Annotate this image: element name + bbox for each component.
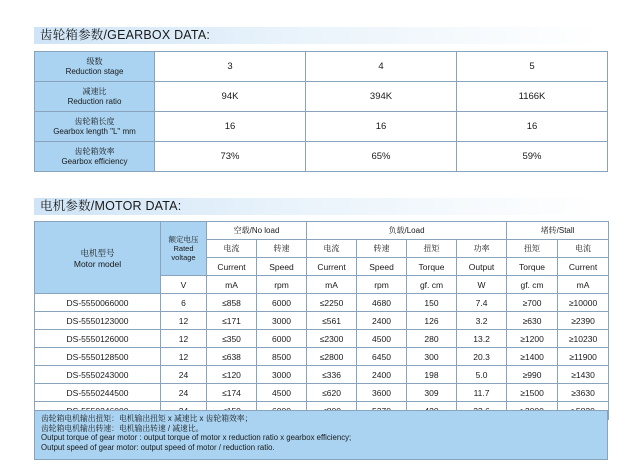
table-cell: 3000 xyxy=(257,312,307,330)
table-cell: 3000 xyxy=(257,366,307,384)
table-cell: 126 xyxy=(407,312,457,330)
table-cell: 4 xyxy=(306,52,457,82)
table-cell: ≤171 xyxy=(207,312,257,330)
table-cell: ≤336 xyxy=(307,366,357,384)
sub-header-cn: 转速 xyxy=(257,240,307,258)
sub-header-cn: 电流 xyxy=(307,240,357,258)
table-header-row xyxy=(35,222,609,240)
sub-header-en: Torque xyxy=(507,258,558,276)
note-line: Output torque of gear motor : output torque of motor x reduction ratio x gearbox efficiency; xyxy=(41,433,352,443)
table-cell: ≤2250 xyxy=(307,294,357,312)
table-cell: 24 xyxy=(161,384,207,402)
table-cell: 3 xyxy=(155,52,306,82)
sub-header-cn: 扭矩 xyxy=(507,240,558,258)
table-cell: ≤2300 xyxy=(307,330,357,348)
motor-model-cell: DS-5550128500 xyxy=(35,348,161,366)
table-cell: 59% xyxy=(457,142,608,172)
note-line: 齿轮箱电机输出转速：电机输出转速 / 减速比。 xyxy=(41,423,204,433)
table-cell: ≤2800 xyxy=(307,348,357,366)
sub-header-cn: 转速 xyxy=(357,240,407,258)
sub-header-en: Speed xyxy=(257,258,307,276)
table-row xyxy=(35,52,608,82)
voltage-header-en1: Rated xyxy=(173,244,194,253)
table-row xyxy=(35,82,608,112)
unit-cell: rpm xyxy=(257,276,307,294)
table-cell: 6 xyxy=(161,294,207,312)
sub-header-cn: 功率 xyxy=(457,240,507,258)
row-label xyxy=(35,82,155,112)
table-cell: 6000 xyxy=(257,330,307,348)
gearbox-section-title: 齿轮箱参数/GEARBOX DATA: xyxy=(34,27,600,44)
motor-table xyxy=(34,221,609,420)
table-cell: 300 xyxy=(407,348,457,366)
table-row xyxy=(35,112,608,142)
table-row xyxy=(35,312,609,330)
table-cell: 1166K xyxy=(457,82,608,112)
label-cn: 齿轮箱长度 xyxy=(74,116,115,126)
model-header-cn: 电机型号 xyxy=(80,247,115,258)
table-cell: 394K xyxy=(306,82,457,112)
sub-header-cn: 电流 xyxy=(207,240,257,258)
table-cell: 4680 xyxy=(357,294,407,312)
unit-cell: W xyxy=(457,276,507,294)
table-cell: ≤561 xyxy=(307,312,357,330)
table-cell: ≥630 xyxy=(507,312,558,330)
table-cell: 4500 xyxy=(357,330,407,348)
label-en: Reduction ratio xyxy=(67,96,122,106)
unit-cell: rpm xyxy=(357,276,407,294)
unit-cell: gf. cm xyxy=(507,276,558,294)
sub-header-cn: 扭矩 xyxy=(407,240,457,258)
motor-section-title: 电机参数/MOTOR DATA: xyxy=(34,198,600,215)
unit-cell: gf. cm xyxy=(407,276,457,294)
motor-model-cell: DS-5550243000 xyxy=(35,366,161,384)
motor-model-cell: DS-5550126000 xyxy=(35,330,161,348)
table-cell: 65% xyxy=(306,142,457,172)
row-label xyxy=(35,142,155,172)
unit-cell: mA xyxy=(307,276,357,294)
row-label xyxy=(35,112,155,142)
table-cell: ≤638 xyxy=(207,348,257,366)
motor-model-cell: DS-5550066000 xyxy=(35,294,161,312)
table-cell: 3.2 xyxy=(457,312,507,330)
sub-header-en: Current xyxy=(558,258,609,276)
notes-box xyxy=(34,410,608,460)
note-line: 齿轮箱电机输出扭矩：电机输出扭矩 x 减速比 x 齿轮箱效率； xyxy=(41,414,253,423)
table-cell: 13.2 xyxy=(457,330,507,348)
table-cell: 11.7 xyxy=(457,384,507,402)
sub-header-en: Current xyxy=(207,258,257,276)
table-cell: 16 xyxy=(155,112,306,142)
table-cell: 2400 xyxy=(357,366,407,384)
table-cell: 3600 xyxy=(357,384,407,402)
voltage-header-en2: voltage xyxy=(171,253,196,262)
table-cell: ≥10230 xyxy=(558,330,609,348)
sub-header-en: Output xyxy=(457,258,507,276)
table-cell: 150 xyxy=(407,294,457,312)
label-en: Gearbox efficiency xyxy=(61,156,128,166)
table-cell: ≥990 xyxy=(507,366,558,384)
label-cn: 齿轮箱效率 xyxy=(74,146,115,156)
table-cell: 6450 xyxy=(357,348,407,366)
note-line: Output speed of gear motor: output speed of motor / reduction ratio. xyxy=(41,442,275,452)
table-cell: ≥3630 xyxy=(558,384,609,402)
label-cn: 减速比 xyxy=(82,86,107,96)
gearbox-table xyxy=(34,51,608,172)
motor-model-cell: DS-5550123000 xyxy=(35,312,161,330)
table-cell: 280 xyxy=(407,330,457,348)
table-cell: 2400 xyxy=(357,312,407,330)
stall-header: 堵转/Stall xyxy=(507,222,609,240)
table-cell: ≤174 xyxy=(207,384,257,402)
table-cell: 24 xyxy=(161,366,207,384)
unit-cell: mA xyxy=(207,276,257,294)
table-cell: ≥1400 xyxy=(507,348,558,366)
voltage-header-cn: 额定电压 xyxy=(168,235,199,244)
sub-header-cn: 电流 xyxy=(558,240,609,258)
table-cell: 6000 xyxy=(257,294,307,312)
label-cn: 级数 xyxy=(86,56,103,66)
table-cell: ≤858 xyxy=(207,294,257,312)
table-cell: 8500 xyxy=(257,348,307,366)
table-cell: 309 xyxy=(407,384,457,402)
table-row xyxy=(35,142,608,172)
model-header xyxy=(35,222,161,294)
table-cell: ≤120 xyxy=(207,366,257,384)
sub-header-en: Current xyxy=(307,258,357,276)
table-cell: 12 xyxy=(161,348,207,366)
table-cell: ≤620 xyxy=(307,384,357,402)
table-cell: 198 xyxy=(407,366,457,384)
unit-cell: mA xyxy=(558,276,609,294)
table-cell: ≤350 xyxy=(207,330,257,348)
table-row xyxy=(35,294,609,312)
table-cell: ≥1200 xyxy=(507,330,558,348)
table-cell: 7.4 xyxy=(457,294,507,312)
no-load-header: 空载/No load xyxy=(207,222,307,240)
sub-header-en: Torque xyxy=(407,258,457,276)
table-cell: 94K xyxy=(155,82,306,112)
motor-rows xyxy=(35,294,609,420)
table-cell: ≥2390 xyxy=(558,312,609,330)
table-cell: ≥11900 xyxy=(558,348,609,366)
table-cell: 12 xyxy=(161,330,207,348)
table-row xyxy=(35,330,609,348)
table-cell: 16 xyxy=(306,112,457,142)
table-cell: 4500 xyxy=(257,384,307,402)
voltage-header xyxy=(161,222,207,276)
table-cell: ≥1430 xyxy=(558,366,609,384)
table-row xyxy=(35,366,609,384)
table-cell: ≥10000 xyxy=(558,294,609,312)
table-cell: 73% xyxy=(155,142,306,172)
table-cell: 20.3 xyxy=(457,348,507,366)
label-en: Gearbox length "L" mm xyxy=(53,126,136,136)
sub-header-en: Speed xyxy=(357,258,407,276)
row-label xyxy=(35,52,155,82)
table-cell: ≥1500 xyxy=(507,384,558,402)
table-cell: 5.0 xyxy=(457,366,507,384)
table-row xyxy=(35,348,609,366)
model-header-en: Motor model xyxy=(73,258,122,269)
table-row xyxy=(35,384,609,402)
unit-cell: V xyxy=(161,276,207,294)
table-cell: 5 xyxy=(457,52,608,82)
motor-model-cell: DS-5550244500 xyxy=(35,384,161,402)
table-cell: 16 xyxy=(457,112,608,142)
load-header: 负载/Load xyxy=(307,222,507,240)
table-cell: ≥700 xyxy=(507,294,558,312)
table-cell: 12 xyxy=(161,312,207,330)
label-en: Reduction stage xyxy=(65,66,124,76)
